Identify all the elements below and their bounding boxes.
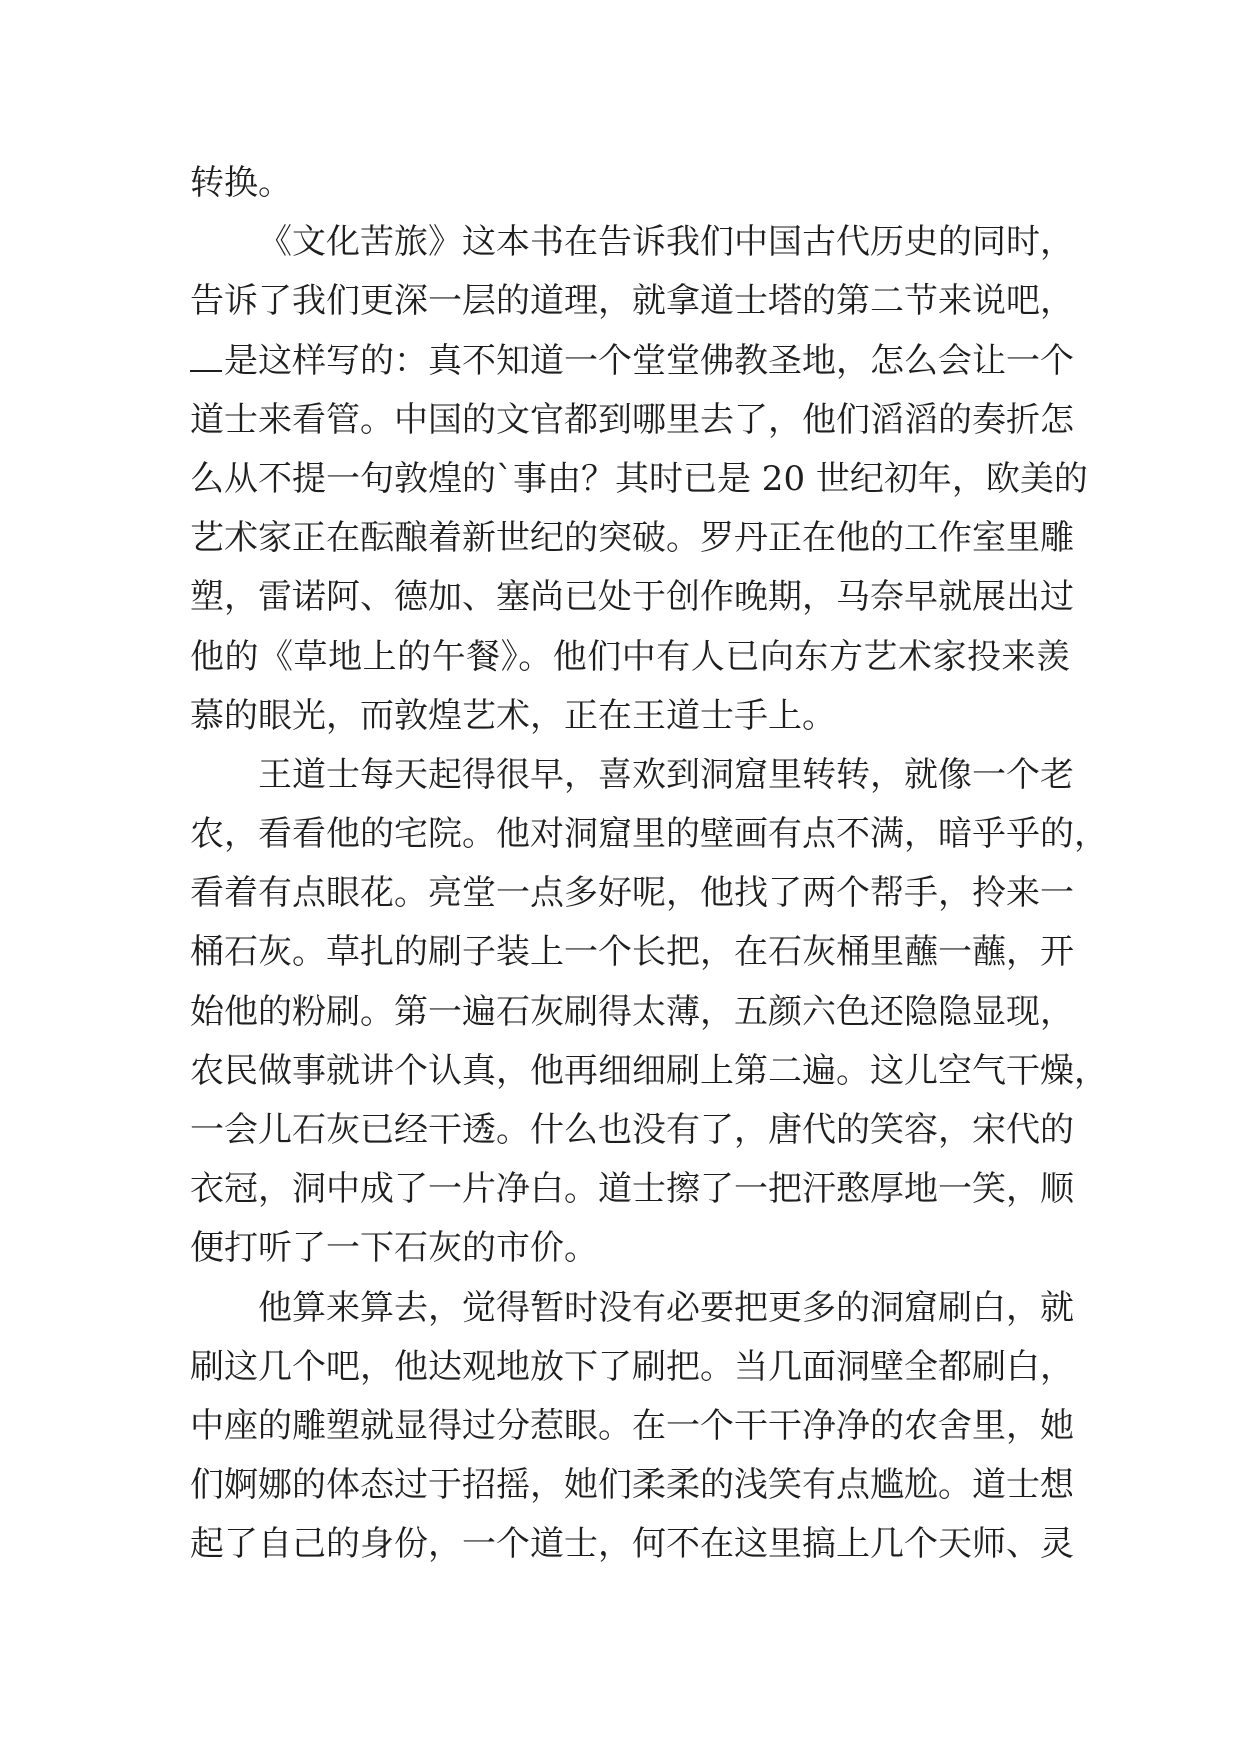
text-line: 他的《草地上的午餐》。他们中有人已向东方艺术家投来羡 [190,636,1070,677]
text-line: 看着有点眼花。亮堂一点多好呢，他找了两个帮手，拎来一 [190,873,1074,914]
text-line: 一会儿石灰已经干透。什么也没有了，唐代的笑容，宋代的 [190,1110,1074,1150]
text-line: 们婀娜的体态过于招摇，她们柔柔的浅笑有点尴尬。道士想 [190,1465,1074,1506]
text-line: 艺术家正在酝酿着新世纪的突破。罗丹正在他的工作室里雕 [190,518,1074,559]
text-line: 始他的粉刷。第一遍石灰刷得太薄，五颜六色还隐隐显现， [190,991,1074,1032]
text-line: 桶石灰。草扎的刷子装上一个长把，在石灰桶里蘸一蘸，开 [190,932,1074,973]
text-line-with-blank [190,332,1074,391]
text-line: 中座的雕塑就显得过分惹眼。在一个干干净净的农舍里，她 [190,1405,1074,1446]
text-line: 便打听了一下石灰的市价。 [190,1228,598,1269]
text-line: 起了自己的身份，一个道士，何不在这里搞上几个天师、灵 [190,1524,1074,1565]
text-line: 他算来算去，觉得暂时没有必要把更多的洞窟刷白，就 [258,1287,1074,1328]
text-line: 塑，雷诺阿、德加、塞尚已处于创作晚期，马奈早就展出过 [190,577,1074,618]
text-line: 王道士每天起得很早，喜欢到洞窟里转转，就像一个老 [258,754,1074,795]
text-line: 道士来看管。中国的文官都到哪里去了，他们滔滔的奏折怎 [190,399,1074,440]
text-line: 么从不提一句敦煌的`事由？其时已是 20 世纪初年，欧美的 [190,458,1088,499]
article-body [190,154,1108,1575]
text-line: 转换。 [190,163,292,203]
text-line: 《文化苦旅》这本书在告诉我们中国古代历史的同时， [258,222,1074,263]
text-line: 农，看看他的宅院。他对洞窟里的壁画有点不满，暗乎乎的， [190,814,1108,855]
text-line: 刷这几个吧，他达观地放下了刷把。当几面洞壁全都刷白， [190,1346,1074,1387]
fill-in-blank [190,340,222,372]
text-line: 农民做事就讲个认真，他再细细刷上第二遍。这儿空气干燥， [190,1050,1108,1091]
text-line: 衣冠，洞中成了一片净白。道士擦了一把汗憨厚地一笑，顺 [190,1169,1074,1210]
text-line-content: 是这样写的：真不知道一个堂堂佛教圣地，怎么会让一个 [224,340,1074,381]
text-line: 告诉了我们更深一层的道理，就拿道士塔的第二节来说吧， [190,281,1074,322]
text-line: 慕的眼光，而敦煌艺术，正在王道士手上。 [190,695,836,736]
